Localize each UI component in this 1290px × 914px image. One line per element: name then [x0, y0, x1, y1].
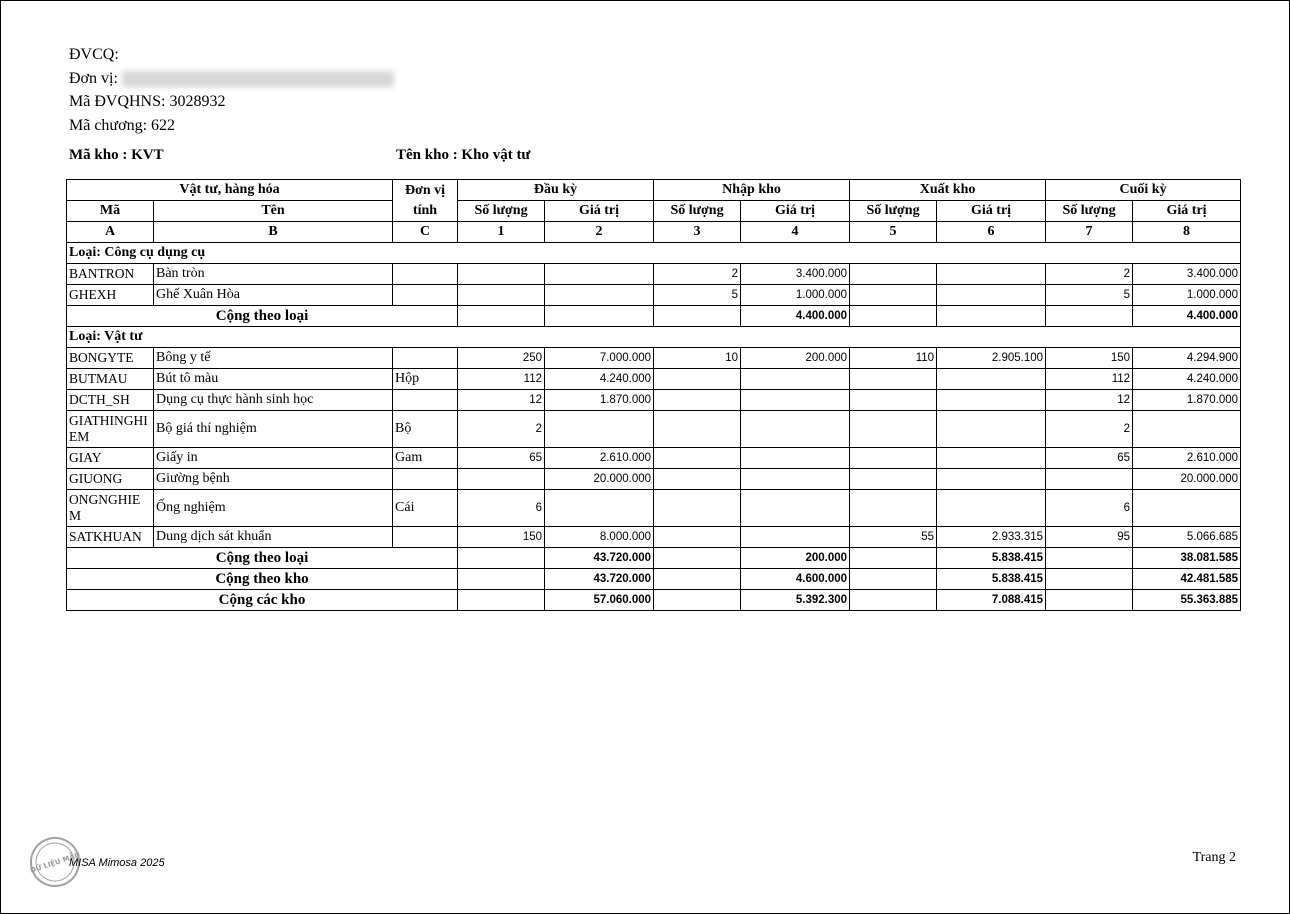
cell-value — [850, 448, 937, 469]
item-code: DCTH_SH — [67, 390, 154, 411]
cell-value: 55 — [850, 527, 937, 548]
col-xuatkho-header: Xuất kho — [850, 180, 1046, 201]
don-vi-line — [69, 67, 394, 91]
cell-value: 43.720.000 — [545, 548, 654, 569]
cell-value: 1.870.000 — [1133, 390, 1241, 411]
item-code: GIUONG — [67, 469, 154, 490]
cell-value — [850, 469, 937, 490]
item-code: BUTMAU — [67, 369, 154, 390]
cell-value — [741, 490, 850, 527]
item-code: SATKHUAN — [67, 527, 154, 548]
page-number: Trang 2 — [1192, 850, 1236, 865]
don-vi-label: Đơn vị: — [69, 69, 118, 87]
item-name: Dụng cụ thực hành sinh học — [154, 390, 393, 411]
cell-value: 95 — [1046, 527, 1133, 548]
item-unit: Gam — [393, 448, 458, 469]
col-index: 4 — [741, 222, 850, 243]
item-name: Ống nghiệm — [154, 490, 393, 527]
col-soluong-header: Số lượng — [654, 201, 741, 222]
cell-value — [850, 411, 937, 448]
item-unit: Hộp — [393, 369, 458, 390]
cell-value: 1.870.000 — [545, 390, 654, 411]
col-dauky-header: Đầu kỳ — [458, 180, 654, 201]
cell-value — [937, 411, 1046, 448]
item-name: Bông y tế — [154, 348, 393, 369]
col-index: 5 — [850, 222, 937, 243]
cell-value: 112 — [1046, 369, 1133, 390]
cell-value — [850, 490, 937, 527]
cell-value — [1133, 490, 1241, 527]
subtotal-row — [67, 306, 1241, 327]
column-index-row — [67, 222, 1241, 243]
cell-value: 250 — [458, 348, 545, 369]
col-cuoiky-header: Cuối kỳ — [1046, 180, 1241, 201]
cell-value — [458, 548, 545, 569]
col-giatri-header: Giá trị — [937, 201, 1046, 222]
col-index: 3 — [654, 222, 741, 243]
cell-value: 38.081.585 — [1133, 548, 1241, 569]
cell-value: 2.610.000 — [1133, 448, 1241, 469]
item-name: Dung dịch sát khuẩn — [154, 527, 393, 548]
cell-value — [654, 306, 741, 327]
table-row — [67, 264, 1241, 285]
cell-value — [1046, 306, 1133, 327]
item-code: GHEXH — [67, 285, 154, 306]
cell-value — [458, 569, 545, 590]
cell-value — [458, 306, 545, 327]
cell-value: 4.240.000 — [545, 369, 654, 390]
table-body — [67, 243, 1241, 611]
cell-value: 4.400.000 — [741, 306, 850, 327]
col-index: C — [393, 222, 458, 243]
cell-value: 5.838.415 — [937, 548, 1046, 569]
cell-value — [937, 448, 1046, 469]
table-row — [67, 469, 1241, 490]
cell-value — [1046, 548, 1133, 569]
cell-value: 8.000.000 — [545, 527, 654, 548]
cell-value: 4.240.000 — [1133, 369, 1241, 390]
table-row — [67, 285, 1241, 306]
cell-value — [458, 590, 545, 611]
item-code: GIATHINGHIEM — [67, 411, 154, 448]
table-row — [67, 527, 1241, 548]
cell-value: 1.000.000 — [1133, 285, 1241, 306]
cell-value — [1133, 411, 1241, 448]
table-row — [67, 369, 1241, 390]
cell-value — [850, 590, 937, 611]
cell-value: 150 — [458, 527, 545, 548]
table-row — [67, 411, 1241, 448]
stamp-text: DỮ LIỆU MẪU — [29, 851, 82, 875]
item-name: Bút tô màu — [154, 369, 393, 390]
item-unit — [393, 348, 458, 369]
item-unit — [393, 264, 458, 285]
cell-value: 4.400.000 — [1133, 306, 1241, 327]
cell-value: 2 — [458, 411, 545, 448]
cell-value — [545, 285, 654, 306]
cell-value — [654, 369, 741, 390]
cell-value — [741, 448, 850, 469]
cell-value — [654, 490, 741, 527]
cell-value: 7.000.000 — [545, 348, 654, 369]
item-unit — [393, 390, 458, 411]
cell-value — [458, 285, 545, 306]
cell-value — [850, 306, 937, 327]
cell-value: 200.000 — [741, 348, 850, 369]
cell-value: 3.400.000 — [1133, 264, 1241, 285]
cell-value — [741, 527, 850, 548]
cell-value: 12 — [1046, 390, 1133, 411]
total-label: Cộng các kho — [67, 590, 458, 611]
group-row — [67, 243, 1241, 264]
cell-value: 4.294.900 — [1133, 348, 1241, 369]
item-name: Bàn tròn — [154, 264, 393, 285]
col-index: A — [67, 222, 154, 243]
item-code: ONGNGHIEM — [67, 490, 154, 527]
subtotal-row — [67, 569, 1241, 590]
cell-value — [654, 448, 741, 469]
item-name: Ghế Xuân Hòa — [154, 285, 393, 306]
group-total-label: Cộng theo loại — [67, 306, 458, 327]
cell-value: 65 — [458, 448, 545, 469]
cell-value — [1046, 590, 1133, 611]
cell-value: 6 — [458, 490, 545, 527]
cell-value: 2 — [1046, 264, 1133, 285]
cell-value — [654, 411, 741, 448]
inventory-table — [66, 179, 1241, 611]
cell-value: 2.610.000 — [545, 448, 654, 469]
cell-value — [850, 548, 937, 569]
cell-value — [741, 390, 850, 411]
cell-value: 12 — [458, 390, 545, 411]
col-donvi-header: Đơn vị tính — [393, 180, 458, 222]
cell-value — [545, 264, 654, 285]
software-name: MISA Mimosa 2025 — [69, 857, 165, 869]
subtotal-row — [67, 590, 1241, 611]
table-row — [67, 448, 1241, 469]
cell-value — [850, 390, 937, 411]
cell-value — [850, 569, 937, 590]
cell-value: 65 — [1046, 448, 1133, 469]
cell-value: 43.720.000 — [545, 569, 654, 590]
cell-value: 5.392.300 — [741, 590, 850, 611]
cell-value — [654, 548, 741, 569]
subtotal-row — [67, 548, 1241, 569]
item-unit: Cái — [393, 490, 458, 527]
col-ma-header: Mã — [67, 201, 154, 222]
cell-value — [850, 285, 937, 306]
cell-value — [654, 590, 741, 611]
cell-value: 10 — [654, 348, 741, 369]
ma-dvqhns-line: Mã ĐVQHNS: 3028932 — [69, 93, 226, 110]
col-index: 7 — [1046, 222, 1133, 243]
col-nhapkho-header: Nhập kho — [654, 180, 850, 201]
col-index: 6 — [937, 222, 1046, 243]
col-index: 8 — [1133, 222, 1241, 243]
ten-kho: Tên kho : Kho vật tư — [396, 147, 531, 163]
cell-value — [458, 469, 545, 490]
col-soluong-header: Số lượng — [458, 201, 545, 222]
col-vattu-header: Vật tư, hàng hóa — [67, 180, 393, 201]
cell-value: 7.088.415 — [937, 590, 1046, 611]
item-unit — [393, 469, 458, 490]
cell-value — [654, 469, 741, 490]
cell-value — [545, 490, 654, 527]
cell-value: 3.400.000 — [741, 264, 850, 285]
cell-value — [937, 490, 1046, 527]
cell-value: 2 — [1046, 411, 1133, 448]
cell-value: 5 — [654, 285, 741, 306]
cell-value: 42.481.585 — [1133, 569, 1241, 590]
col-index: B — [154, 222, 393, 243]
item-code: BONGYTE — [67, 348, 154, 369]
col-index: 2 — [545, 222, 654, 243]
cell-value: 5 — [1046, 285, 1133, 306]
col-index: 1 — [458, 222, 545, 243]
cell-value: 5.838.415 — [937, 569, 1046, 590]
item-name: Bộ giá thí nghiệm — [154, 411, 393, 448]
item-name: Giường bệnh — [154, 469, 393, 490]
group-title: Loại: Vật tư — [67, 327, 1241, 348]
cell-value: 150 — [1046, 348, 1133, 369]
cell-value — [741, 369, 850, 390]
group-title: Loại: Công cụ dụng cụ — [67, 243, 1241, 264]
col-ten-header: Tên — [154, 201, 393, 222]
cell-value — [654, 390, 741, 411]
cell-value: 55.363.885 — [1133, 590, 1241, 611]
cell-value: 6 — [1046, 490, 1133, 527]
cell-value: 1.000.000 — [741, 285, 850, 306]
item-name: Giấy in — [154, 448, 393, 469]
col-giatri-header: Giá trị — [741, 201, 850, 222]
dvcq-line: ĐVCQ: — [69, 46, 119, 63]
ma-chuong-line: Mã chương: 622 — [69, 116, 176, 134]
item-code: BANTRON — [67, 264, 154, 285]
cell-value: 20.000.000 — [1133, 469, 1241, 490]
cell-value — [850, 369, 937, 390]
cell-value — [937, 264, 1046, 285]
total-label: Cộng theo kho — [67, 569, 458, 590]
cell-value — [654, 527, 741, 548]
cell-value — [937, 390, 1046, 411]
cell-value — [741, 469, 850, 490]
cell-value — [937, 369, 1046, 390]
cell-value — [458, 264, 545, 285]
cell-value: 57.060.000 — [545, 590, 654, 611]
cell-value: 110 — [850, 348, 937, 369]
ma-kho: Mã kho : KVT — [69, 147, 164, 163]
cell-value: 112 — [458, 369, 545, 390]
item-unit: Bộ — [393, 411, 458, 448]
table-head — [67, 180, 1241, 243]
cell-value — [937, 469, 1046, 490]
cell-value: 20.000.000 — [545, 469, 654, 490]
cell-value — [545, 411, 654, 448]
item-code: GIAY — [67, 448, 154, 469]
group-total-label: Cộng theo loại — [67, 548, 458, 569]
table-row — [67, 490, 1241, 527]
col-soluong-header: Số lượng — [1046, 201, 1133, 222]
table-row — [67, 348, 1241, 369]
cell-value: 2.905.100 — [937, 348, 1046, 369]
redacted-unit-name — [122, 71, 394, 87]
cell-value — [741, 411, 850, 448]
cell-value: 200.000 — [741, 548, 850, 569]
cell-value — [545, 306, 654, 327]
item-unit — [393, 285, 458, 306]
cell-value — [1046, 569, 1133, 590]
cell-value — [937, 306, 1046, 327]
cell-value: 2.933.315 — [937, 527, 1046, 548]
group-row — [67, 327, 1241, 348]
cell-value: 2 — [654, 264, 741, 285]
table-row — [67, 390, 1241, 411]
col-giatri-header: Giá trị — [1133, 201, 1241, 222]
item-unit — [393, 527, 458, 548]
cell-value — [850, 264, 937, 285]
cell-value — [1046, 469, 1133, 490]
cell-value: 4.600.000 — [741, 569, 850, 590]
cell-value — [937, 285, 1046, 306]
cell-value: 5.066.685 — [1133, 527, 1241, 548]
col-giatri-header: Giá trị — [545, 201, 654, 222]
col-soluong-header: Số lượng — [850, 201, 937, 222]
cell-value — [654, 569, 741, 590]
report-header — [69, 43, 394, 137]
